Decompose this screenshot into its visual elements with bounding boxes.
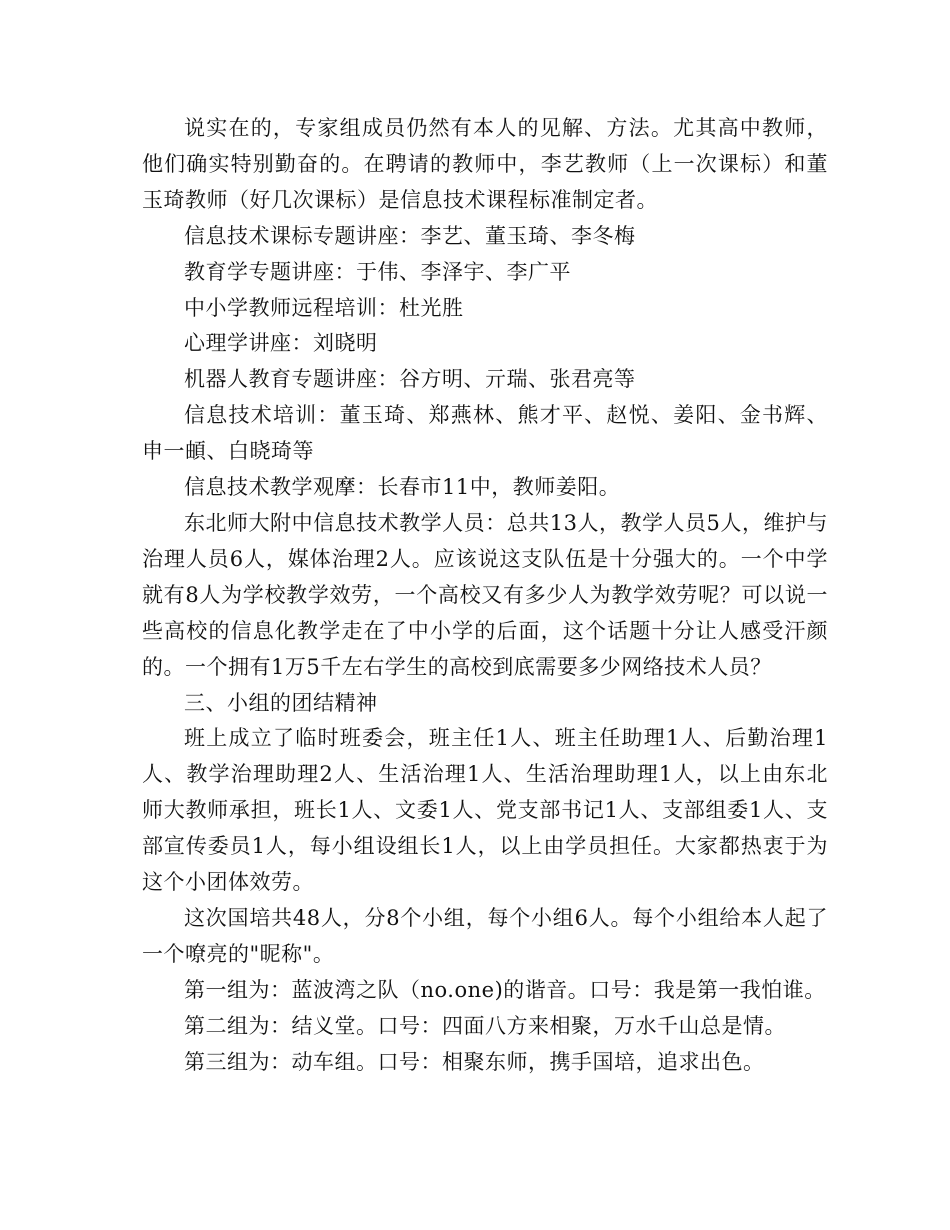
section-heading: 三、小组的团结精神 xyxy=(184,690,378,715)
paragraph: 班上成立了临时班委会，班主任1人、班主任助理1人、后勤治理1人、教学治理助理2人、生活治理1人、生活治理助理1人，以上由东北师大教师承担，班长1人、文委1人、党支部书记1人、支部组委1人、支部宣传委员1人，每小组设组长1人，以上由学员担任。大家都热衷于为这个小团体效劳。 xyxy=(142,726,828,895)
paragraph: 机器人教育专题讲座：谷方明、亓瑞、张君亮等 xyxy=(184,367,636,392)
paragraph: 中小学教师远程培训：杜光胜 xyxy=(184,295,464,320)
paragraph: 教育学专题讲座：于伟、李泽宇、李广平 xyxy=(184,259,571,284)
paragraph: 第三组为：动车组。口号：相聚东师，携手国培，追求出色。 xyxy=(184,1049,765,1074)
paragraph: 心理学讲座：刘晓明 xyxy=(184,331,378,356)
paragraph: 东北师大附中信息技术教学人员：总共13人，教学人员5人，维护与治理人员6人，媒体治理2人。应该说这支队伍是十分强大的。一个中学就有8人为学校教学效劳，一个高校又有多少人为教学效劳呢？可以说一些高校的信息化教学走在了中小学的后面，这个话题十分让人感受汗颜的。一个拥有1万5千左右学生的高校到底需要多少网络技术人员？ xyxy=(142,510,828,679)
paragraph: 信息技术培训：董玉琦、郑燕林、熊才平、赵悦、姜阳、金书辉、申一頔、白晓琦等 xyxy=(142,403,828,464)
paragraph: 第一组为：蓝波湾之队（no.one)的谐音。口号：我是第一我怕谁。 xyxy=(184,977,826,1002)
paragraph: 第二组为：结义堂。口号：四面八方来相聚，万水千山总是情。 xyxy=(184,1013,786,1038)
paragraph: 信息技术课标专题讲座：李艺、董玉琦、李冬梅 xyxy=(184,223,636,248)
paragraph: 说实在的，专家组成员仍然有本人的见解、方法。尤其高中教师，他们确实特别勤奋的。在聘请的教师中，李艺教师（上一次课标）和董玉琦教师（好几次课标）是信息技术课程标准制定者。 xyxy=(142,116,828,212)
paragraph: 这次国培共48人，分8个小组，每个小组6人。每个小组给本人起了一个嘹亮的"昵称"。 xyxy=(142,905,828,966)
document-body xyxy=(142,111,828,1080)
paragraph: 信息技术教学观摩：长春市11中，教师姜阳。 xyxy=(184,475,621,500)
